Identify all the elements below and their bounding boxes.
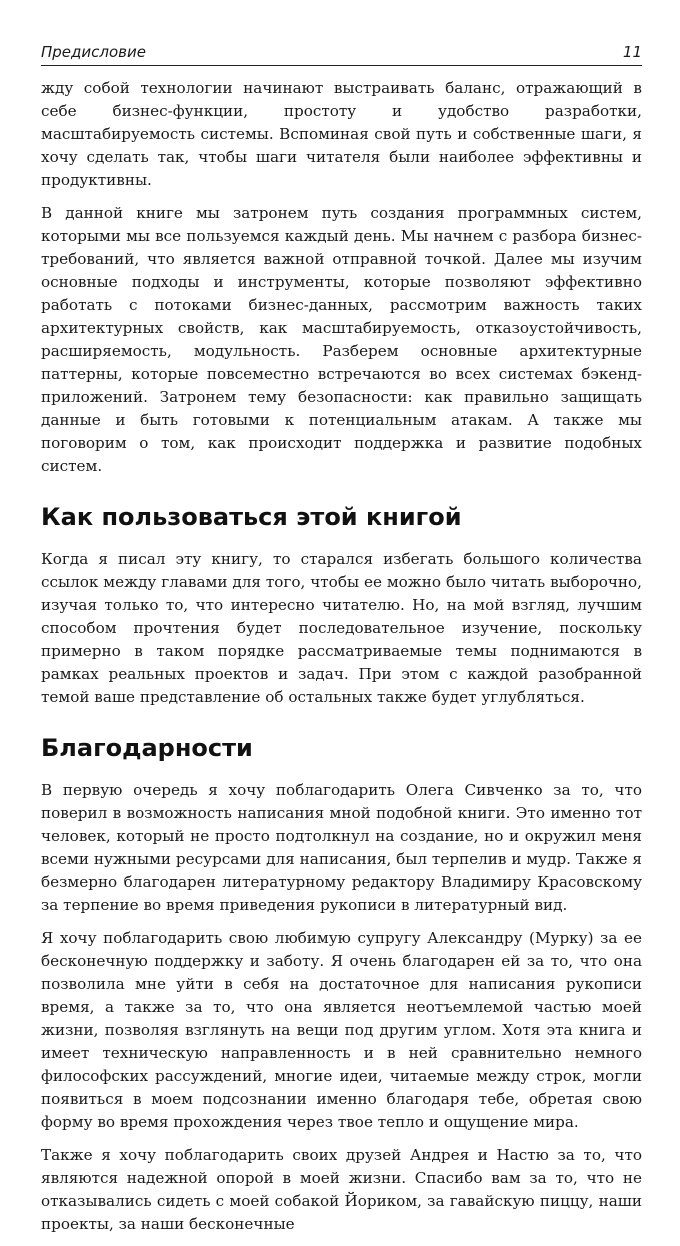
section-title: Предисловие — [41, 43, 146, 61]
paragraph: жду собой технологии начинают выстраивать баланс, отражающий в себе бизнес-функции, простоту и удобство разработки, масштабируемость системы. Вспоминая свой путь и собственные шаги, я хочу сделать так, чтобы шаги читателя были наиболее эффективны и продуктивны. — [41, 79, 642, 189]
section-heading-acknowledgements: Благодарности — [41, 734, 253, 762]
paragraph: Также я хочу поблагодарить своих друзей Андрея и Настю за то, что являются надежной опорой в моей жизни. Спасибо вам за то, что не отказывались сидеть с моей собакой Йориком, за гавайскую пиццу, наши проекты, за наши бесконечные — [41, 1146, 642, 1233]
paragraph: Когда я писал эту книгу, то старался избегать большого количества ссылок между главами для того, чтобы ее можно было читать выборочно, изучая только то, что интересно читателю. Но, на мой взгляд, лучшим способом прочтения будет последовательное изучение, поскольку примерно в таком порядке рассматриваемые темы поднимаются в рамках реальных проектов и задач. При этом с каждой разобранной темой ваше представление об остальных также будет углубляться. — [41, 550, 642, 706]
section-heading-how-to-use: Как пользоваться этой книгой — [41, 503, 462, 531]
paragraph: Я хочу поблагодарить свою любимую супругу Александру (Мурку) за ее бесконечную поддержку и заботу. Я очень благодарен ей за то, что она позволила мне уйти в себя на достаточное для написания рукописи время, а также за то, что она является неотъемлемой частью моей жизни, позволяя взглянуть на вещи под другим углом. Хотя эта книга и имеет техническую направленность и в ней сравнительно немного философских рассуждений, многие идеи, читаемые между строк, могли появиться в моем подсознании именно благодаря тебе, обретая свою форму во время прохождения через твое тепло и ощущение мира. — [41, 929, 642, 1131]
paragraph: В данной книге мы затронем путь создания программных систем, которыми мы все пользуемся каждый день. Мы начнем с разбора бизнес-требований, что является важной отправной точкой. Далее мы изучим основные подходы и инструменты, которые позволяют эффективно работать с потоками бизнес-данных, рассмотрим важность таких архитектурных свойств, как масштабируемость, отказоустойчивость, расширяемость, модульность. Разберем основные архитектурные паттерны, которые повсеместно встречаются во всех системах бэкенд-приложений. Затронем тему безопасности: как правильно защищать данные и быть готовыми к потенциальным атакам. А также мы поговорим о том, как происходит поддержка и развитие подобных систем. — [41, 204, 642, 475]
page-body — [41, 77, 642, 1246]
paragraph: В первую очередь я хочу поблагодарить Олега Сивченко за то, что поверил в возможность написания мной подобной книги. Это именно тот человек, который не просто подтолкнул на создание, но и окружил меня всеми нужными ресурсами для написания, был терпелив и мудр. Также я безмерно благодарен литературному редактору Владимиру Красовскому за терпение во время приведения рукописи в литературный вид. — [41, 781, 642, 914]
page-number: 11 — [622, 43, 642, 61]
running-header — [41, 41, 642, 66]
